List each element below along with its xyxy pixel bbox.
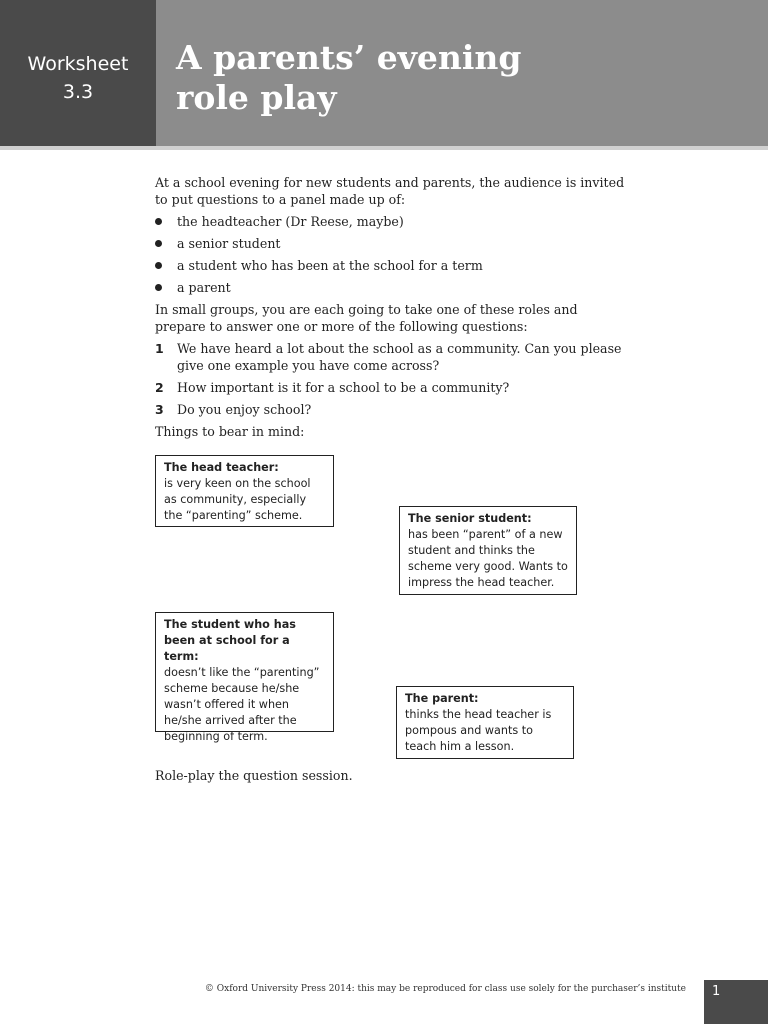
panel-list-item: a senior student xyxy=(155,235,625,252)
page-title-line-2: role play xyxy=(176,78,337,117)
role-card-heading: The parent: xyxy=(405,692,479,705)
role-card-heading: The student who has been at school for a term: xyxy=(164,618,296,663)
role-card-senior-student xyxy=(399,506,577,595)
role-card-text: thinks the head teacher is pompous and wants to teach him a lesson. xyxy=(405,708,552,753)
worksheet-body xyxy=(155,174,625,440)
role-card-heading: The senior student: xyxy=(408,512,532,525)
question-text: Do you enjoy school? xyxy=(177,402,312,417)
closing-instruction: Role-play the question session. xyxy=(155,768,353,783)
question-text: We have heard a lot about the school as a community. Can you please give one example you have come across? xyxy=(177,341,622,373)
instruction-paragraph: In small groups, you are each going to take one of these roles and prepare to answer one or more of the following questions: xyxy=(155,302,578,334)
page-number: 1 xyxy=(712,984,721,999)
worksheet-label xyxy=(0,50,156,106)
panel-list-item: a parent xyxy=(155,279,625,296)
intro-paragraph: At a school evening for new students and parents, the audience is invited to put questions to a panel made up of: xyxy=(155,175,625,207)
question-text: How important is it for a school to be a community? xyxy=(177,380,510,395)
role-card-parent xyxy=(396,686,574,759)
panel-list-item: the headteacher (Dr Reese, maybe) xyxy=(155,213,625,230)
header-divider xyxy=(0,146,768,150)
worksheet-number: 3.3 xyxy=(62,81,94,103)
role-card-heading: The head teacher: xyxy=(164,461,279,474)
question-number: 1 xyxy=(155,341,164,356)
bear-in-mind-label: Things to bear in mind: xyxy=(155,424,305,439)
role-card-text: doesn’t like the “parenting” scheme because he/she wasn’t offered it when he/she arrived after the beginning of term. xyxy=(164,666,320,743)
page-title xyxy=(176,38,522,118)
question-item xyxy=(155,379,625,396)
page-number-tab xyxy=(704,980,768,1024)
role-card-text: is very keen on the school as community, especially the “parenting” scheme. xyxy=(164,477,311,522)
question-number: 3 xyxy=(155,402,164,417)
title-panel xyxy=(156,0,768,146)
worksheet-label-word: Worksheet xyxy=(27,53,129,75)
page-title-line-1: A parents’ evening xyxy=(176,38,522,77)
question-item xyxy=(155,340,625,374)
question-item xyxy=(155,401,625,418)
role-card-term-student xyxy=(155,612,334,743)
role-card-text: has been “parent” of a new student and thinks the scheme very good. Wants to impress the head teacher. xyxy=(408,528,568,589)
worksheet-label-panel xyxy=(0,0,156,146)
question-number: 2 xyxy=(155,380,164,395)
copyright-footer: © Oxford University Press 2014: this may be reproduced for class use solely for the purchaser’s institute xyxy=(204,984,686,994)
role-card-head-teacher xyxy=(155,455,334,527)
panel-list-item: a student who has been at the school for a term xyxy=(155,257,625,274)
